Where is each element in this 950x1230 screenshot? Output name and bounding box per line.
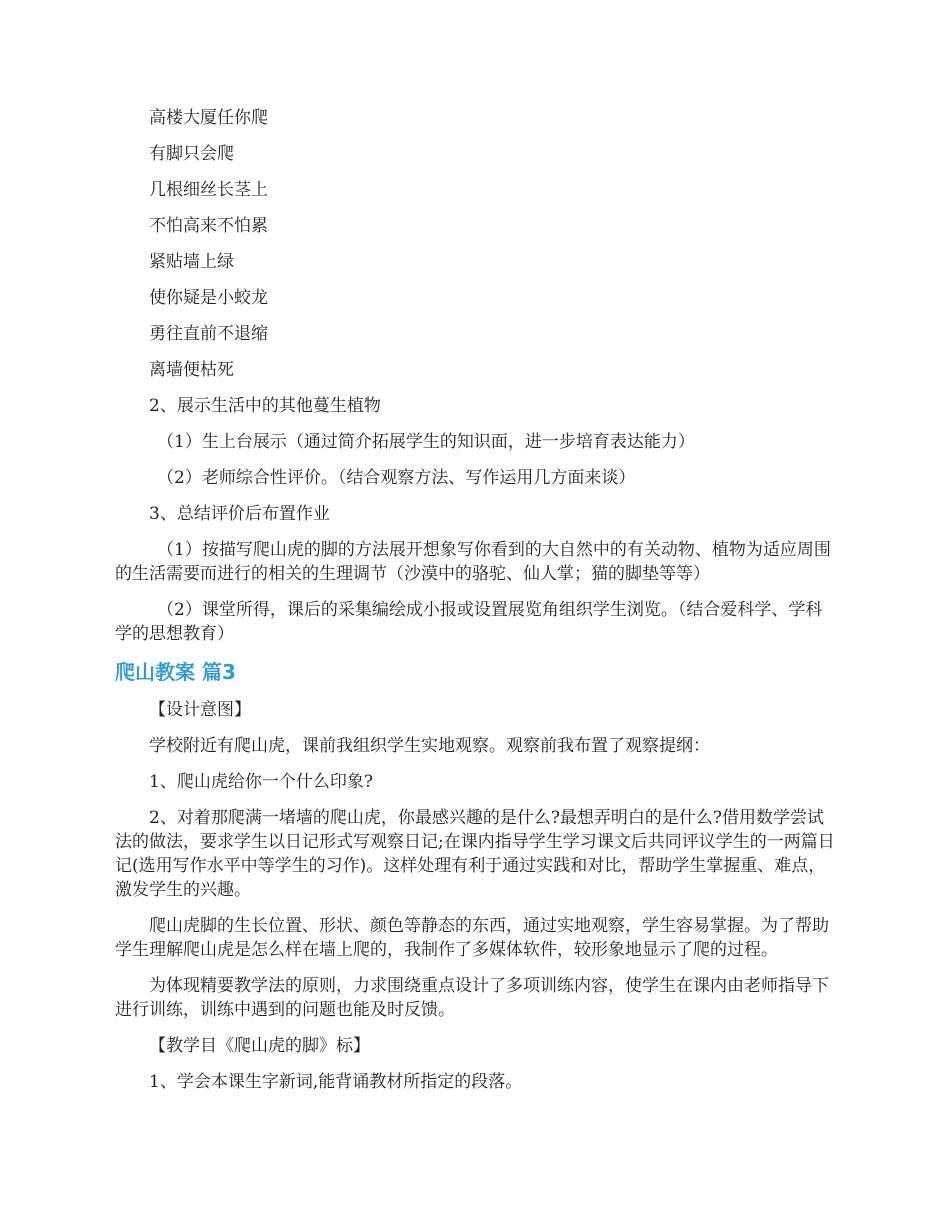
poem-line: 有脚只会爬 (149, 144, 234, 164)
poem-line: 使你疑是小蛟龙 (149, 288, 268, 308)
design-intent-label: 【设计意图】 (149, 700, 251, 720)
poem-line: 勇往直前不退缩 (149, 324, 268, 344)
poem-line: 紧贴墙上绿 (149, 252, 234, 272)
poem-line: 几根细丝长茎上 (149, 180, 268, 200)
poem (115, 106, 835, 382)
poem-line: 不怕高来不怕累 (149, 216, 268, 236)
poem-line: 高楼大厦任你爬 (149, 108, 268, 128)
section-2-item: （2）老师综合性评价。（结合观察方法、写作运用几方面来谈） (157, 468, 636, 488)
section-3-title: 3、总结评价后布置作业 (149, 504, 330, 524)
body-paragraph: 为体现精要教学法的原则，力求围绕重点设计了多项训练内容，使学生在课内由老师指导下进行训练，训练中遇到的问题也能及时反馈。 (115, 976, 829, 1020)
body-paragraph: 学校附近有爬山虎，课前我组织学生实地观察。观察前我布置了观察提纲： (149, 736, 710, 756)
section-heading: 爬山教案 篇3 (115, 660, 236, 684)
body-paragraph: 1、爬山虎给你一个什么印象? (149, 772, 373, 792)
goal-item: 1、学会本课生字新词,能背诵教材所指定的段落。 (149, 1072, 523, 1092)
section-2-item: （1）生上台展示（通过简介拓展学生的知识面，进一步培育表达能力） (157, 432, 695, 452)
body-paragraph: 爬山虎脚的生长位置、形状、颜色等静态的东西，通过实地观察，学生容易掌握。为了帮助学生理解爬山虎是怎么样在墙上爬的，我制作了多媒体软件，较形象地显示了爬的过程。 (115, 916, 829, 960)
section-3-item: （2）课堂所得，课后的采集编绘成小报或设置展览角组织学生浏览。（结合爱科学、学科学的思想教育） (115, 600, 823, 644)
section-3-item: （1）按描写爬山虎的脚的方法展开想象写你看到的大自然中的有关动物、植物为适应周围的生活需要而进行的相关的生理调节（沙漠中的骆驼、仙人掌；猫的脚垫等等） (115, 540, 831, 584)
teaching-goal-label: 【教学目《爬山虎的脚》标】 (149, 1036, 370, 1056)
section-2-title: 2、展示生活中的其他蔓生植物 (149, 396, 381, 416)
body-paragraph: 2、对着那爬满一堵墙的爬山虎，你最感兴趣的是什么?最想弄明白的是什么?借用数学尝试法的做法，要求学生以日记形式写观察日记;在课内指导学生学习课文后共同评议学生的一两篇日记(选用写作水平中等学生的习作)。这样处理有利于通过实践和对比，帮助学生掌握重、难点，激发学生的兴趣。 (115, 808, 835, 900)
poem-line: 离墙便枯死 (149, 360, 234, 380)
